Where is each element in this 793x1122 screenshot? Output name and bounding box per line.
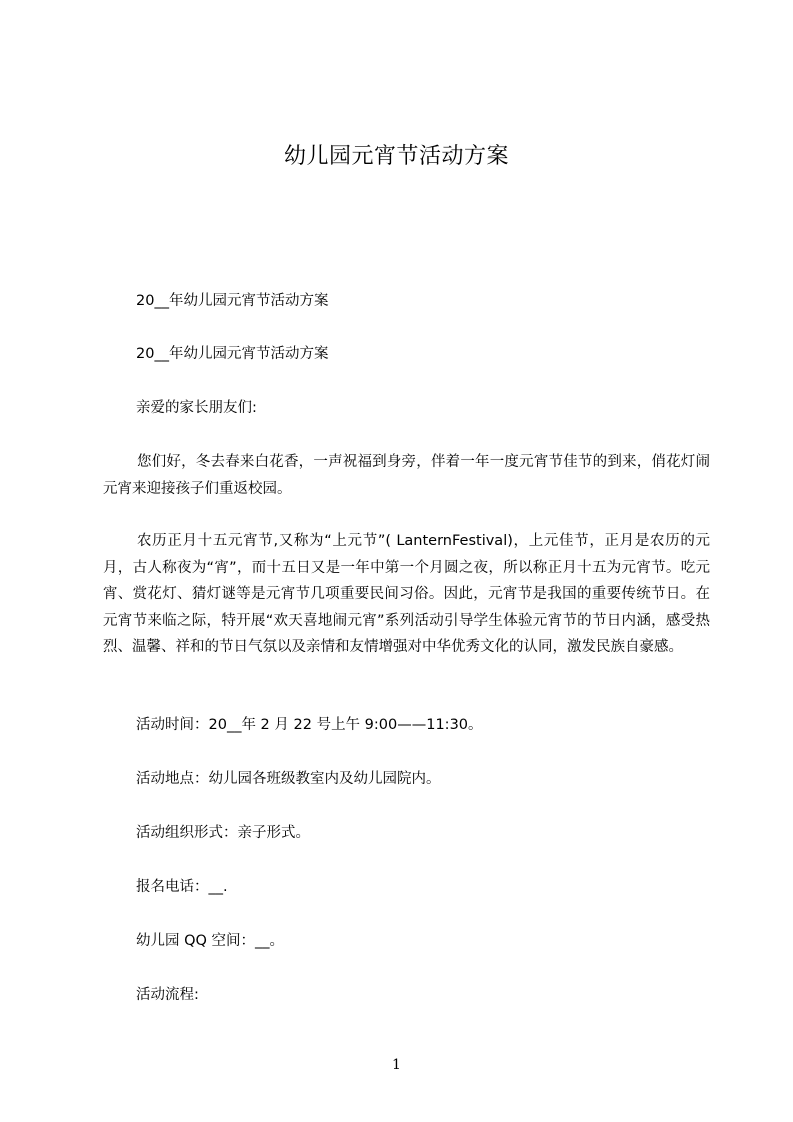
- activity-process-heading: 活动流程:: [136, 987, 199, 1003]
- subtitle-line-1: 20__年幼儿园元宵节活动方案: [136, 293, 329, 309]
- subtitle-line-2: 20__年幼儿园元宵节活动方案: [136, 346, 329, 362]
- intro-paragraph: 您们好，冬去春来白花香，一声祝福到身旁，伴着一年一度元宵节佳节的到来，俏花灯闹元宵来迎接孩子们重返校园。: [103, 454, 710, 497]
- registration-phone: 报名电话：__.: [136, 879, 228, 895]
- activity-time: 活动时间：20__年 2 月 22 号上午 9:00——11:30。: [136, 717, 483, 733]
- document-title: 幼儿园元宵节活动方案: [283, 144, 509, 169]
- greeting-line: 亲爱的家长朋友们:: [136, 400, 257, 416]
- page-number: 1: [392, 1057, 401, 1073]
- lantern-festival-paragraph: 农历正月十五元宵节,又称为“上元节”( LanternFestival)，上元佳节，正月是农历的元月，古人称夜为“宵”，而十五日又是一年中第一个月圆之夜，所以称正月十五为元宵节。吃元宵、赏花灯、猜灯谜等是元宵节几项重要民间习俗。因此，元宵节是我国的重要传统节日。在元宵节来临之际，特开展“欢天喜地闹元宵”系列活动引导学生体验元宵节的节日内涵，感受热烈、温馨、祥和的节日气氛以及亲情和友情增强对中华优秀文化的认同，激发民族自豪感。: [103, 533, 710, 655]
- kindergarten-qq-space: 幼儿园 QQ 空间：__。: [136, 933, 285, 949]
- activity-location: 活动地点：幼儿园各班级教室内及幼儿园院内。: [136, 771, 441, 787]
- activity-format: 活动组织形式：亲子形式。: [136, 825, 310, 841]
